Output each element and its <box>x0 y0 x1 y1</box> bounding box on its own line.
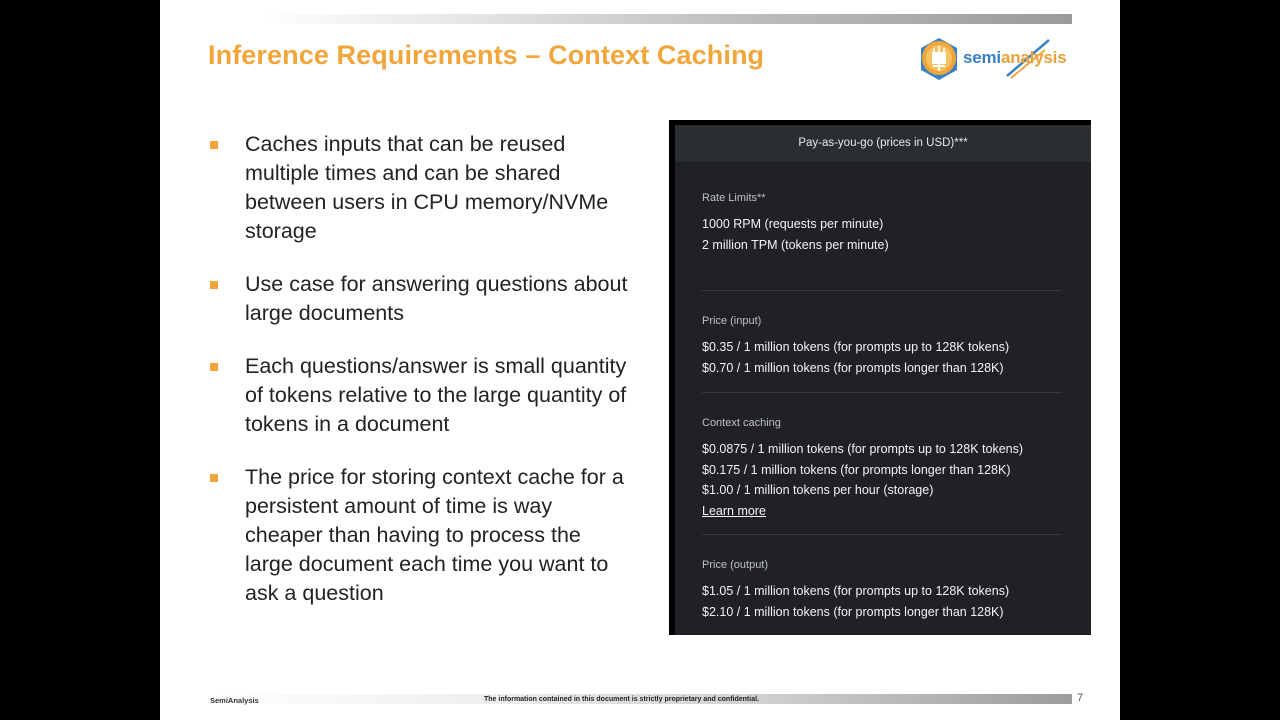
bullet-text: Each questions/answer is small quantity of tokens relative to the large quantity of tokens in a document <box>245 354 627 436</box>
rate-limit-line: 2 million TPM (tokens per minute) <box>702 237 889 252</box>
bullet-text: The price for storing context cache for a persistent amount of time is way cheaper than having to process the large document each time you want to ask a question <box>245 465 624 605</box>
rate-limits-section <box>702 192 1062 255</box>
footer-confidential-note: The information contained in this document is strictly proprietary and confidential. <box>484 696 759 703</box>
page-number: 7 <box>1077 692 1084 704</box>
pricing-header: Pay-as-you-go (prices in USD)*** <box>675 125 1091 162</box>
pricing-screenshot-panel <box>669 120 1091 635</box>
rate-limits-label: Rate Limits** <box>702 192 766 204</box>
bullet-item <box>208 352 628 439</box>
bullet-item <box>208 270 628 328</box>
bullet-text: Caches inputs that can be reused multiple times and can be shared between users in CPU memory/NVMe storage <box>245 132 609 243</box>
logo-text-analysis: analysis <box>1000 48 1067 67</box>
price-output-section <box>702 559 1062 622</box>
header-decorative-bar <box>260 14 1072 24</box>
bullet-square-icon <box>210 141 218 149</box>
price-input-section <box>702 315 1062 378</box>
section-divider <box>702 534 1062 535</box>
price-input-line: $0.70 / 1 million tokens (for prompts longer than 128K) <box>702 360 1004 375</box>
context-caching-label: Context caching <box>702 417 781 429</box>
logo-text-semi: semi <box>963 48 1001 67</box>
context-caching-line: $1.00 / 1 million tokens per hour (storage) <box>702 483 934 497</box>
tree-chip-icon <box>917 36 961 82</box>
price-output-line: $1.05 / 1 million tokens (for prompts up to 128K tokens) <box>702 584 1010 598</box>
logo-wordmark <box>963 48 1066 68</box>
section-divider <box>702 392 1062 393</box>
context-caching-line: $0.0875 / 1 million tokens (for prompts up to 128K tokens) <box>702 442 1024 456</box>
learn-more-link[interactable]: Learn more <box>702 503 766 518</box>
footer-company: SemiAnalysis <box>210 696 259 705</box>
bullet-square-icon <box>210 281 218 289</box>
bullet-square-icon <box>210 474 218 482</box>
context-caching-line: $0.175 / 1 million tokens (for prompts longer than 128K) <box>702 462 1011 477</box>
bullet-text: Use case for answering questions about large documents <box>245 272 628 325</box>
bullet-item <box>208 463 628 608</box>
slide <box>160 0 1120 720</box>
rate-limit-line: 1000 RPM (requests per minute) <box>702 217 884 231</box>
bullet-square-icon <box>210 363 218 371</box>
bullet-list <box>208 130 628 632</box>
price-input-label: Price (input) <box>702 315 762 327</box>
price-output-line: $2.10 / 1 million tokens (for prompts longer than 128K) <box>702 604 1004 619</box>
bullet-item <box>208 130 628 246</box>
context-caching-section <box>702 417 1062 521</box>
section-divider <box>702 290 1062 291</box>
price-output-label: Price (output) <box>702 559 769 571</box>
slide-title: Inference Requirements – Context Caching <box>208 40 765 70</box>
price-input-line: $0.35 / 1 million tokens (for prompts up to 128K tokens) <box>702 340 1010 354</box>
semianalysis-logo <box>917 36 1069 84</box>
